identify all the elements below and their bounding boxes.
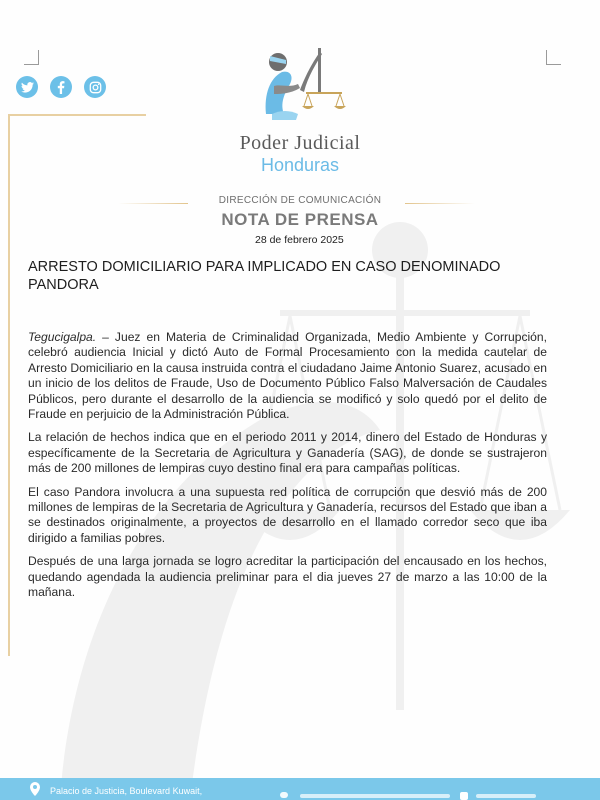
location-pin-icon [30,782,40,796]
brand-name: Poder Judicial [239,132,361,154]
footer-website-truncated [300,794,450,798]
paragraph-2: La relación de hechos indica que en el periodo 2011 y 2014, dinero del Estado de Honduras y específicamente de la Secretaria de Agricultura y Ganadería (SAG), de donde se sustrajeron más de 200 millones de lempiras cuyo destino final era para campañas políticas. [28,430,547,476]
article-headline: ARRESTO DOMICILIARIO PARA IMPLICADO EN CASO DENOMINADO PANDORA [28,259,501,293]
document-type-title: NOTA DE PRENSA [221,210,379,229]
web-icon [280,792,288,798]
dateline-city: Tegucigalpa. [28,330,97,344]
article-body [28,330,547,609]
facebook-icon[interactable] [50,76,72,98]
footer-address: Palacio de Justicia, Boulevard Kuwait, [50,786,203,796]
paragraph-3: El caso Pandora involucra a una supuesta red política de corrupción que desvió más de 200 millones de lempiras de la Secretaria de Agricultura y Ganadería, recursos del Estado que iban a se destinados originalmente, a proyectos de desarrollo en el llamado corredor seco que iba dirigido a familias pobres. [28,484,547,545]
brand-country: Honduras [260,155,340,175]
twitter-icon[interactable] [16,76,38,98]
paragraph-1 [28,330,547,422]
publication-date: 28 de febrero 2025 [255,234,344,246]
footer-phone-truncated [476,794,536,798]
paragraph-1-text: – Juez en Materia de Criminalidad Organizada, Medio Ambiente y Corrupción, celebró audiencia Inicial y dictó Auto de Formal Procesamiento con la medida cautelar de Arresto Domiciliario en la causa instruida contra el ciudadano Jaime Antonio Suarez, acusado en un inicio de los delitos de Fraude, Uso de Documento Público Falso Malversación de Caudales Públicos, pero durante el desarrollo de la audiencia se modificó y solo quedó por el delito de Fraude en perjuicio de la Administración Pública. [28,330,547,422]
instagram-icon[interactable] [84,76,106,98]
phone-icon [460,792,468,800]
crop-mark-top-right [546,50,561,65]
social-links [16,76,106,98]
department-label: DIRECCIÓN DE COMUNICACIÓN [218,195,382,206]
crop-mark-top-left [24,50,39,65]
paragraph-4: Después de una larga jornada se logro acreditar la participación del encausado en los hechos, quedando agendada la audiencia preliminar para el dia jueves 27 de marzo a las 10:00 de la mañana. [28,554,547,600]
lady-justice-logo [250,44,350,128]
